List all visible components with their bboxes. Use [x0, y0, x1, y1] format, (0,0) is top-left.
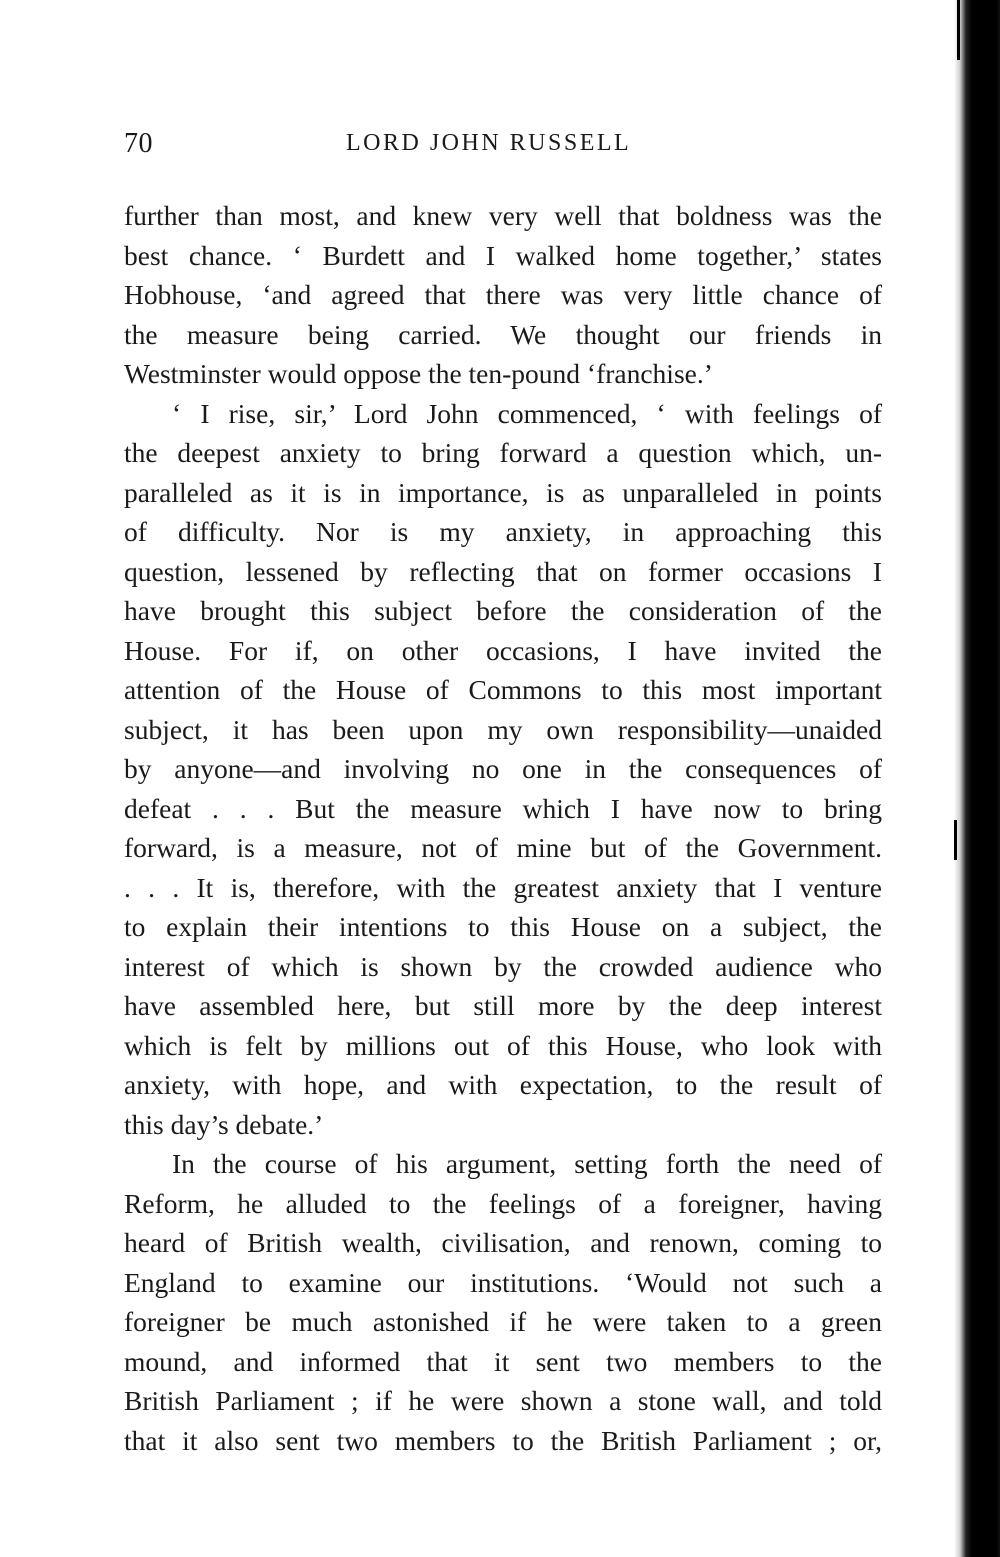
text-line: anxiety, with hope, and with expectation, to the result of: [124, 1069, 882, 1100]
page-edge-mark: [957, 0, 960, 60]
text-line: the measure being carried. We thought our friends in: [124, 318, 882, 350]
body-text: [124, 196, 882, 1460]
text-line: Reform, he alluded to the feelings of a foreigner, having: [124, 1187, 882, 1219]
running-title: LORD JOHN RUSSELL: [346, 130, 632, 156]
text-line: of difficulty. Nor is my anxiety, in approaching this: [124, 516, 882, 547]
page-number: 70: [124, 128, 153, 159]
text-line: that it also sent two members to the British Parliament ; or,: [124, 1424, 882, 1456]
text-line: Westminster would oppose the ten-pound ‘franchise.’: [124, 358, 713, 389]
text-line: heard of British wealth, civilisation, and renown, coming to: [124, 1227, 882, 1258]
text-line: further than most, and knew very well that boldness was the: [124, 200, 882, 231]
text-line: this day’s debate.’: [124, 1108, 324, 1140]
text-line: In the course of his argument, setting forth the need of: [172, 1148, 882, 1179]
text-line: have assembled here, but still more by the deep interest: [124, 990, 882, 1021]
text-line: Hobhouse, ‘and agreed that there was very little chance of: [124, 279, 882, 310]
text-line: British Parliament ; if he were shown a stone wall, and told: [124, 1385, 882, 1416]
text-line: best chance. ‘ Burdett and I walked home together,’ states: [124, 239, 882, 271]
text-line: paralleled as it is in importance, is as unparalleled in points: [124, 476, 882, 508]
text-line: attention of the House of Commons to this most important: [124, 674, 882, 705]
text-line: forward, is a measure, not of mine but of the Government.: [124, 832, 882, 863]
text-line: foreigner be much astonished if he were taken to a green: [124, 1306, 882, 1337]
text-line: ‘ I rise, sir,’ Lord John commenced, ‘ with feelings of: [172, 397, 882, 429]
page-edge-shadow: [954, 0, 1000, 1557]
text-line: . . . It is, therefore, with the greatest anxiety that I venture: [124, 871, 882, 903]
text-line: defeat . . . But the measure which I have now to bring: [124, 792, 882, 824]
text-line: mound, and informed that it sent two members to the: [124, 1345, 882, 1377]
text-line: House. For if, on other occasions, I have invited the: [124, 634, 882, 666]
text-line: by anyone—and involving no one in the consequences of: [124, 753, 882, 784]
text-line: subject, it has been upon my own responsibility—unaided: [124, 713, 882, 745]
text-line: to explain their intentions to this House on a subject, the: [124, 911, 882, 942]
page-edge-mark: [954, 820, 957, 860]
text-line: have brought this subject before the consideration of the: [124, 595, 882, 626]
running-head: [124, 128, 884, 168]
text-line: which is felt by millions out of this House, who look with: [124, 1029, 882, 1061]
text-line: the deepest anxiety to bring forward a question which, un-: [124, 437, 882, 468]
text-line: question, lessened by reflecting that on former occasions I: [124, 555, 882, 587]
text-line: England to examine our institutions. ‘Would not such a: [124, 1266, 882, 1298]
text-line: interest of which is shown by the crowded audience who: [124, 950, 882, 982]
